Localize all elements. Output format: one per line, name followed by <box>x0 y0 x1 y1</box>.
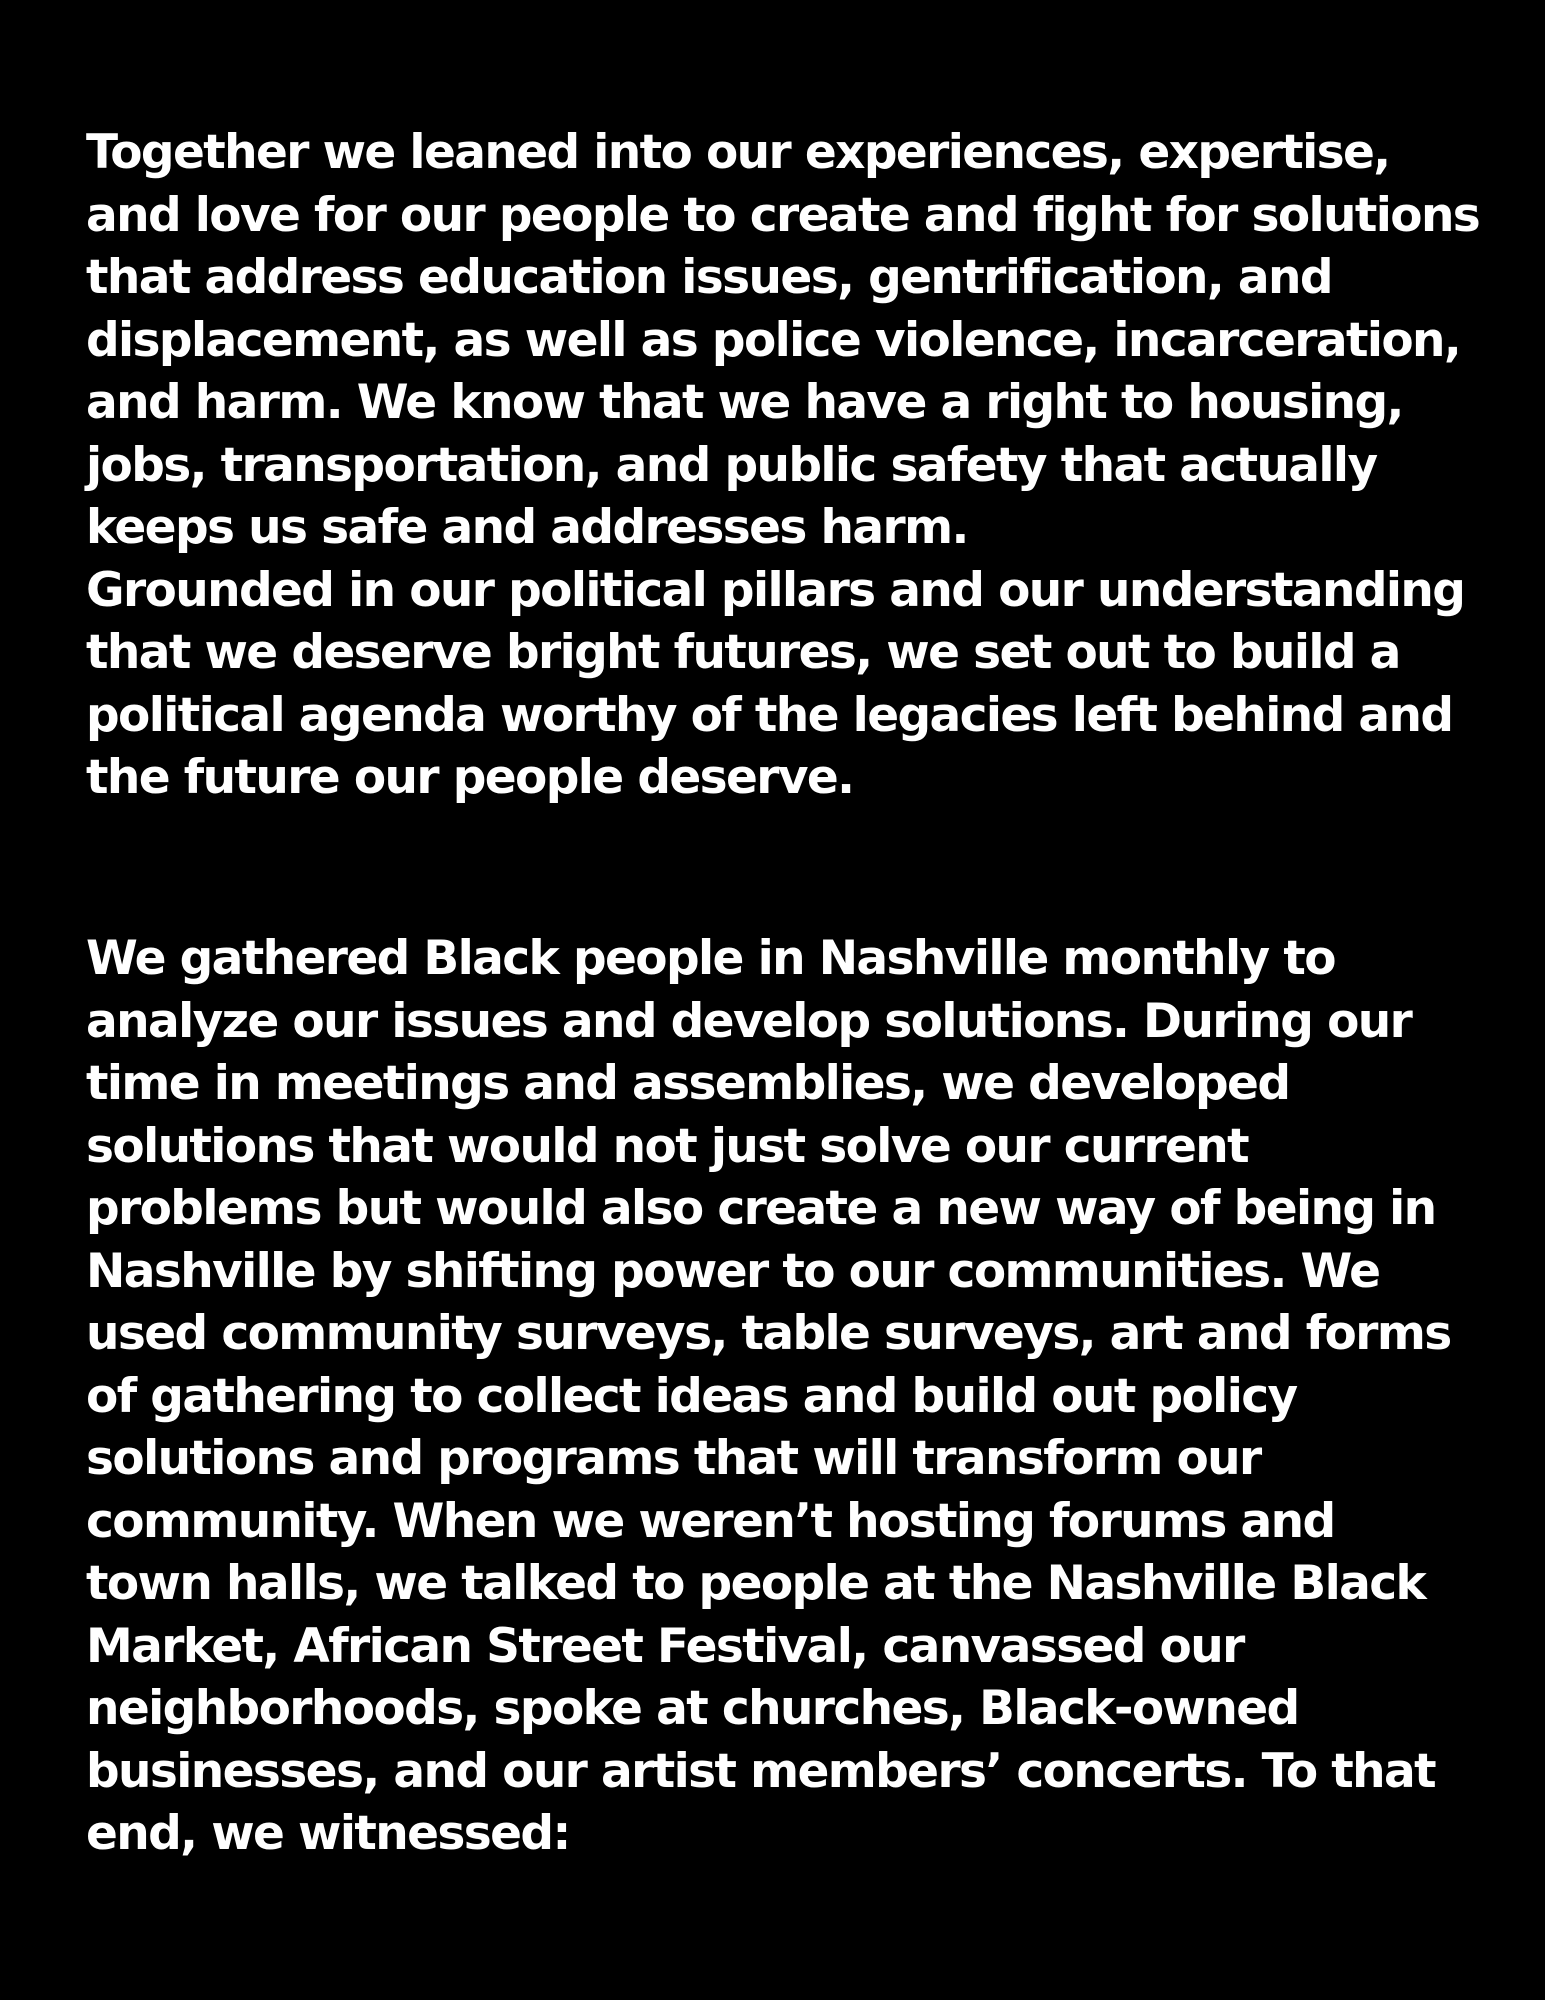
text-line: keeps us safe and addresses harm. <box>86 500 968 555</box>
text-line: town halls, we talked to people at the Nashville Black <box>86 1556 1426 1611</box>
text-line: solutions and programs that will transform our <box>86 1431 1261 1486</box>
text-line: and harm. We know that we have a right to housing, <box>86 375 1403 430</box>
text-line: political agenda worthy of the legacies left behind and <box>86 687 1453 743</box>
text-line: jobs, transportation, and public safety that actually <box>86 437 1377 493</box>
text-line: that we deserve bright futures, we set out to build a <box>86 625 1400 680</box>
text-line: analyze our issues and develop solutions. During our <box>86 993 1412 1049</box>
text-line: the future our people deserve. <box>86 750 854 805</box>
text-line: displacement, as well as police violence, incarceration, <box>86 312 1461 368</box>
text-line: Together we leaned into our experiences, expertise, <box>86 125 1390 180</box>
paragraph-organizing-solutions <box>86 122 1486 810</box>
text-line: Grounded in our political pillars and our understanding <box>86 562 1465 618</box>
text-line: used community surveys, table surveys, art and forms <box>86 1306 1451 1361</box>
text-line: that address education issues, gentrification, and <box>86 250 1332 305</box>
paragraph-community-gatherings <box>86 928 1451 1866</box>
text-line: Nashville by shifting power to our communities. We <box>86 1243 1380 1299</box>
text-line: community. When we weren’t hosting forums and <box>86 1493 1335 1549</box>
text-line: neighborhoods, spoke at churches, Black-owned <box>86 1681 1299 1736</box>
document-body <box>86 122 1486 1861</box>
text-line: time in meetings and assemblies, we developed <box>86 1056 1290 1111</box>
text-line: end, we witnessed: <box>86 1806 570 1861</box>
text-line: We gathered Black people in Nashville monthly to <box>86 931 1335 986</box>
text-line: of gathering to collect ideas and build out policy <box>86 1368 1297 1424</box>
text-line: problems but would also create a new way of being in <box>86 1181 1436 1236</box>
text-line: and love for our people to create and fight for solutions <box>86 187 1480 243</box>
text-line: solutions that would not just solve our current <box>86 1118 1249 1174</box>
text-line: businesses, and our artist members’ concerts. To that <box>86 1743 1435 1799</box>
text-line: Market, African Street Festival, canvassed our <box>86 1618 1244 1674</box>
